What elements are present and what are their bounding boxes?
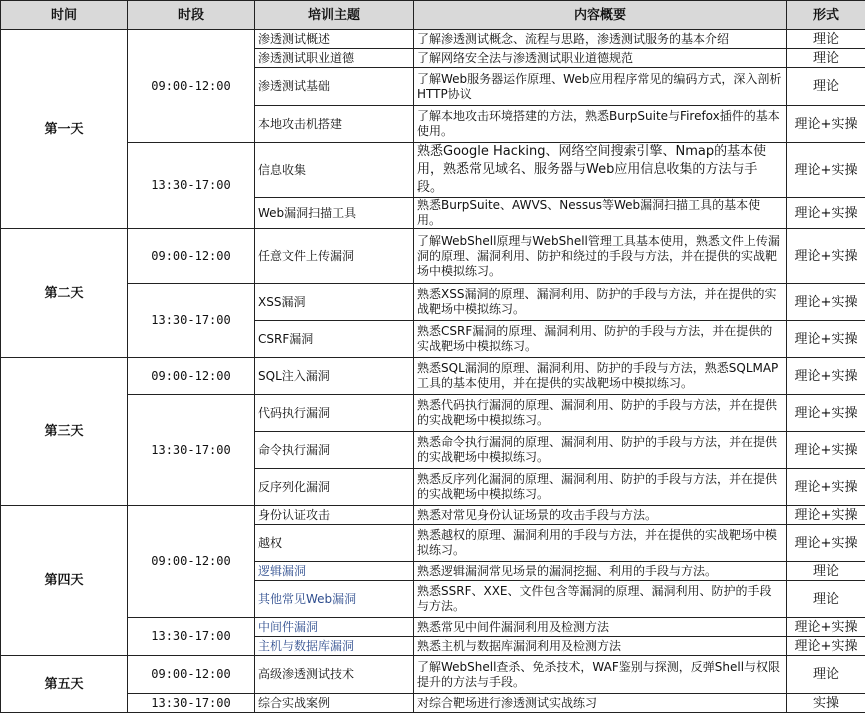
topic-cell: 代码执行漏洞 (255, 395, 414, 432)
topic-cell: 命令执行漏洞 (255, 432, 414, 469)
day-cell: 第四天 (1, 506, 128, 656)
topic-cell: 其他常见Web漏洞 (255, 581, 414, 618)
table-row (1, 358, 865, 395)
summary-cell: 熟悉对常见身份认证场景的攻击手段与方法。 (414, 506, 787, 525)
summary-cell: 熟悉反序列化漏洞的原理、漏洞利用、防护的手段与方法，并在提供的实战靶场中模拟练习。 (414, 469, 787, 506)
header-time: 时间 (1, 1, 128, 30)
form-cell: 理论+实操 (787, 506, 865, 525)
topic-cell: 中间件漏洞 (255, 618, 414, 637)
summary-cell: 熟悉常见中间件漏洞利用及检测方法 (414, 618, 787, 637)
topic-cell: XSS漏洞 (255, 284, 414, 321)
slot-cell: 13:30-17:00 (128, 395, 255, 506)
summary-cell: 了解本地攻击环境搭建的方法，熟悉BurpSuite与Firefox插件的基本使用。 (414, 106, 787, 143)
form-cell: 理论+实操 (787, 637, 865, 656)
form-cell: 实操 (787, 694, 865, 713)
form-cell: 理论 (787, 68, 865, 106)
form-cell: 理论+实操 (787, 198, 865, 229)
topic-cell: 渗透测试概述 (255, 30, 414, 49)
form-cell: 理论+实操 (787, 395, 865, 432)
table-row (1, 229, 865, 284)
topic-cell: 逻辑漏洞 (255, 562, 414, 581)
table-row (1, 656, 865, 694)
slot-cell: 13:30-17:00 (128, 143, 255, 229)
topic-cell: 综合实战案例 (255, 694, 414, 713)
header-form: 形式 (787, 1, 865, 30)
topic-cell: 信息收集 (255, 143, 414, 198)
header-row (1, 1, 865, 30)
form-cell: 理论+实操 (787, 321, 865, 358)
slot-cell: 13:30-17:00 (128, 284, 255, 358)
topic-cell: 反序列化漏洞 (255, 469, 414, 506)
summary-cell: 熟悉越权的原理、漏洞利用的手段与方法，并在提供的实战靶场中模拟练习。 (414, 525, 787, 562)
topic-cell: 身份认证攻击 (255, 506, 414, 525)
slot-cell: 13:30-17:00 (128, 694, 255, 713)
summary-cell: 熟悉Google Hacking、网络空间搜索引擎、Nmap的基本使用，熟悉常见域名、服务器与Web应用信息收集的方法与手段。 (414, 143, 787, 198)
form-cell: 理论+实操 (787, 358, 865, 395)
topic-cell: Web漏洞扫描工具 (255, 198, 414, 229)
form-cell: 理论+实操 (787, 618, 865, 637)
slot-cell: 09:00-12:00 (128, 358, 255, 395)
topic-cell: 渗透测试基础 (255, 68, 414, 106)
summary-cell: 了解Web服务器运作原理、Web应用程序常见的编码方式，深入剖析HTTP协议 (414, 68, 787, 106)
topic-cell: 任意文件上传漏洞 (255, 229, 414, 284)
slot-cell: 09:00-12:00 (128, 30, 255, 143)
table-row (1, 395, 865, 432)
day-cell: 第二天 (1, 229, 128, 358)
slot-cell: 09:00-12:00 (128, 506, 255, 618)
header-summary: 内容概要 (414, 1, 787, 30)
slot-cell: 13:30-17:00 (128, 618, 255, 656)
slot-cell: 09:00-12:00 (128, 656, 255, 694)
day-cell: 第三天 (1, 358, 128, 506)
summary-cell: 对综合靶场进行渗透测试实战练习 (414, 694, 787, 713)
summary-cell: 了解WebShell原理与WebShell管理工具基本使用，熟悉文件上传漏洞的原理、漏洞利用、防护和绕过的手段与方法，并在提供的实战靶场中模拟练习。 (414, 229, 787, 284)
form-cell: 理论 (787, 656, 865, 694)
form-cell: 理论+实操 (787, 469, 865, 506)
table-row (1, 694, 865, 713)
form-cell: 理论+实操 (787, 229, 865, 284)
summary-cell: 熟悉逻辑漏洞常见场景的漏洞挖掘、利用的手段与方法。 (414, 562, 787, 581)
table-row (1, 506, 865, 525)
form-cell: 理论 (787, 49, 865, 68)
summary-cell: 熟悉XSS漏洞的原理、漏洞利用、防护的手段与方法，并在提供的实战靶场中模拟练习。 (414, 284, 787, 321)
day-cell: 第一天 (1, 30, 128, 229)
form-cell: 理论+实操 (787, 106, 865, 143)
topic-cell: 越权 (255, 525, 414, 562)
summary-cell: 熟悉BurpSuite、AWVS、Nessus等Web漏洞扫描工具的基本使用。 (414, 198, 787, 229)
topic-cell: 主机与数据库漏洞 (255, 637, 414, 656)
topic-cell: 渗透测试职业道德 (255, 49, 414, 68)
form-cell: 理论+实操 (787, 143, 865, 198)
table-row (1, 143, 865, 198)
topic-cell: 本地攻击机搭建 (255, 106, 414, 143)
topic-cell: CSRF漏洞 (255, 321, 414, 358)
summary-cell: 了解WebShell查杀、免杀技术，WAF鉴别与探测，反弹Shell与权限提升的方法与手段。 (414, 656, 787, 694)
summary-cell: 熟悉SSRF、XXE、文件包含等漏洞的原理、漏洞利用、防护的手段与方法。 (414, 581, 787, 618)
table-row (1, 618, 865, 637)
summary-cell: 了解网络安全法与渗透测试职业道德规范 (414, 49, 787, 68)
topic-cell: 高级渗透测试技术 (255, 656, 414, 694)
form-cell: 理论+实操 (787, 525, 865, 562)
form-cell: 理论 (787, 562, 865, 581)
summary-cell: 了解渗透测试概念、流程与思路，渗透测试服务的基本介绍 (414, 30, 787, 49)
table-row (1, 284, 865, 321)
summary-cell: 熟悉主机与数据库漏洞利用及检测方法 (414, 637, 787, 656)
form-cell: 理论+实操 (787, 284, 865, 321)
header-topic: 培训主题 (255, 1, 414, 30)
header-slot: 时段 (128, 1, 255, 30)
summary-cell: 熟悉SQL漏洞的原理、漏洞利用、防护的手段与方法，熟悉SQLMAP工具的基本使用，并在提供的实战靶场中模拟练习。 (414, 358, 787, 395)
form-cell: 理论 (787, 581, 865, 618)
summary-cell: 熟悉命令执行漏洞的原理、漏洞利用、防护的手段与方法，并在提供的实战靶场中模拟练习。 (414, 432, 787, 469)
day-cell: 第五天 (1, 656, 128, 713)
summary-cell: 熟悉CSRF漏洞的原理、漏洞利用、防护的手段与方法，并在提供的实战靶场中模拟练习。 (414, 321, 787, 358)
form-cell: 理论 (787, 30, 865, 49)
form-cell: 理论+实操 (787, 432, 865, 469)
slot-cell: 09:00-12:00 (128, 229, 255, 284)
topic-cell: SQL注入漏洞 (255, 358, 414, 395)
table-row (1, 30, 865, 49)
summary-cell: 熟悉代码执行漏洞的原理、漏洞利用、防护的手段与方法，并在提供的实战靶场中模拟练习。 (414, 395, 787, 432)
